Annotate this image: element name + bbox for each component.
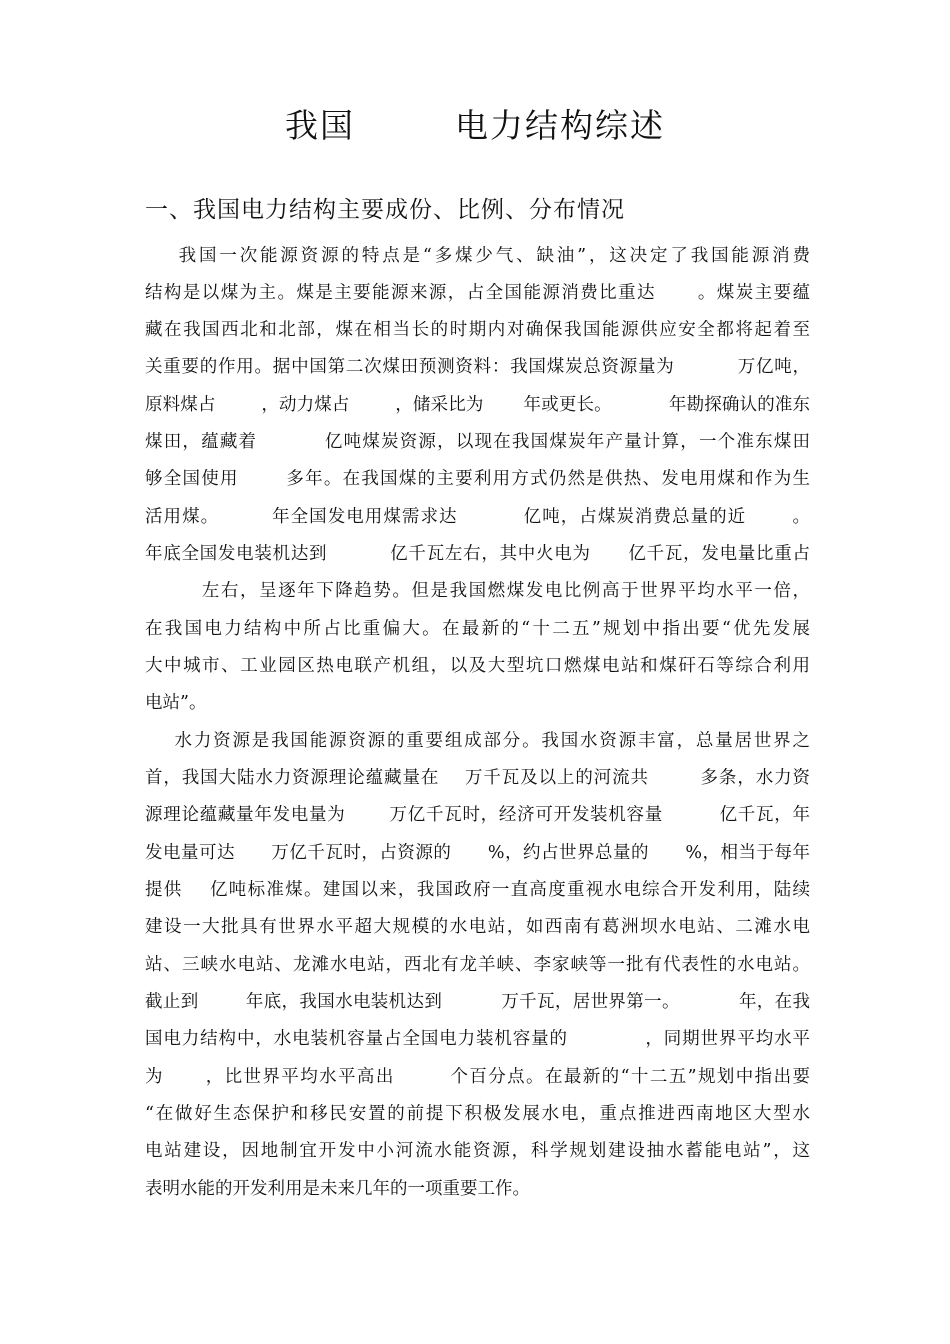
paragraph-line: 电站建设，因地制宜开发中小河流水能资源，科学规划建设抽水蓄能电站”，这 [145,1141,810,1161]
paragraph-line: 藏在我国西北和北部，煤在相当长的时期内对确保我国能源供应安全都将起着至 [145,320,810,340]
paragraph-line: 我国一次能源资源的特点是“多煤少气、缺油”，这决定了我国能源消费 [145,246,810,266]
paragraph-line: 发电量可达 万亿千瓦时，占资源的 %，约占世界总量的 %，相当于每年 [145,843,810,863]
paragraph-line: 源理论蕴藏量年发电量为 万亿千瓦时，经济可开发装机容量 亿千瓦，年 [145,805,810,825]
paragraph-line: 截止到 年底，我国水电装机达到 万千瓦，居世界第一。 年，在我 [145,992,810,1012]
paragraph-line: “在做好生态保护和移民安置的前提下积极发展水电，重点推进西南地区大型水 [145,1104,810,1124]
paragraph-line: 大中城市、工业园区热电联产机组，以及大型坑口燃煤电站和煤矸石等综合利用 [145,656,810,676]
paragraph-line: 在我国电力结构中所占比重偏大。在最新的“十二五”规划中指出要“优先发展 [145,619,810,639]
paragraph-line: 提供 亿吨标准煤。建国以来，我国政府一直高度重视水电综合开发利用，陆续 [145,880,810,900]
paragraph-line: 结构是以煤为主。煤是主要能源来源，占全国能源消费比重达 。煤炭主要蕴 [145,283,810,303]
paragraph-line: 电站”。 [145,693,207,713]
paragraph-line: 左右，呈逐年下降趋势。但是我国燃煤发电比例高于世界平均水平一倍， [145,581,810,601]
section-heading: 一、我国电力结构主要成份、比例、分布情况 [145,197,625,223]
paragraph-line: 站、三峡水电站、龙滩水电站，西北有龙羊峡、李家峡等一批有代表性的水电站。 [145,955,810,975]
paragraph-line: 建设一大批具有世界水平超大规模的水电站，如西南有葛洲坝水电站、二滩水电 [145,917,810,937]
paragraph-line: 原料煤占 ，动力煤占 ，储采比为 年或更长。 年勘探确认的准东 [145,395,810,415]
paragraph-line: 水力资源是我国能源资源的重要组成部分。我国水资源丰富，总量居世界之 [145,731,810,751]
document-title: 我国 电力结构综述 [285,106,665,145]
paragraph-line: 年底全国发电装机达到 亿千瓦左右，其中火电为 亿千瓦，发电量比重占 [145,544,810,564]
paragraph-line: 表明水能的开发利用是未来几年的一项重要工作。 [145,1179,530,1199]
paragraph-line: 煤田，蕴藏着 亿吨煤炭资源，以现在我国煤炭年产量计算，一个准东煤田 [145,432,810,452]
paragraph-line: 首，我国大陆水力资源理论蕴藏量在 万千瓦及以上的河流共 多条，水力资 [145,768,810,788]
paragraph-line: 为 ，比世界平均水平高出 个百分点。在最新的“十二五”规划中指出要 [145,1067,810,1087]
paragraph-line: 够全国使用 多年。在我国煤的主要利用方式仍然是供热、发电用煤和作为生 [145,469,810,489]
paragraph-line: 关重要的作用。据中国第二次煤田预测资料：我国煤炭总资源量为 万亿吨， [145,357,810,377]
paragraph-line: 活用煤。 年全国发电用煤需求达 亿吨，占煤炭消费总量的近 。 [145,507,810,527]
paragraph-line: 国电力结构中，水电装机容量占全国电力装机容量的 ，同期世界平均水平 [145,1029,810,1049]
